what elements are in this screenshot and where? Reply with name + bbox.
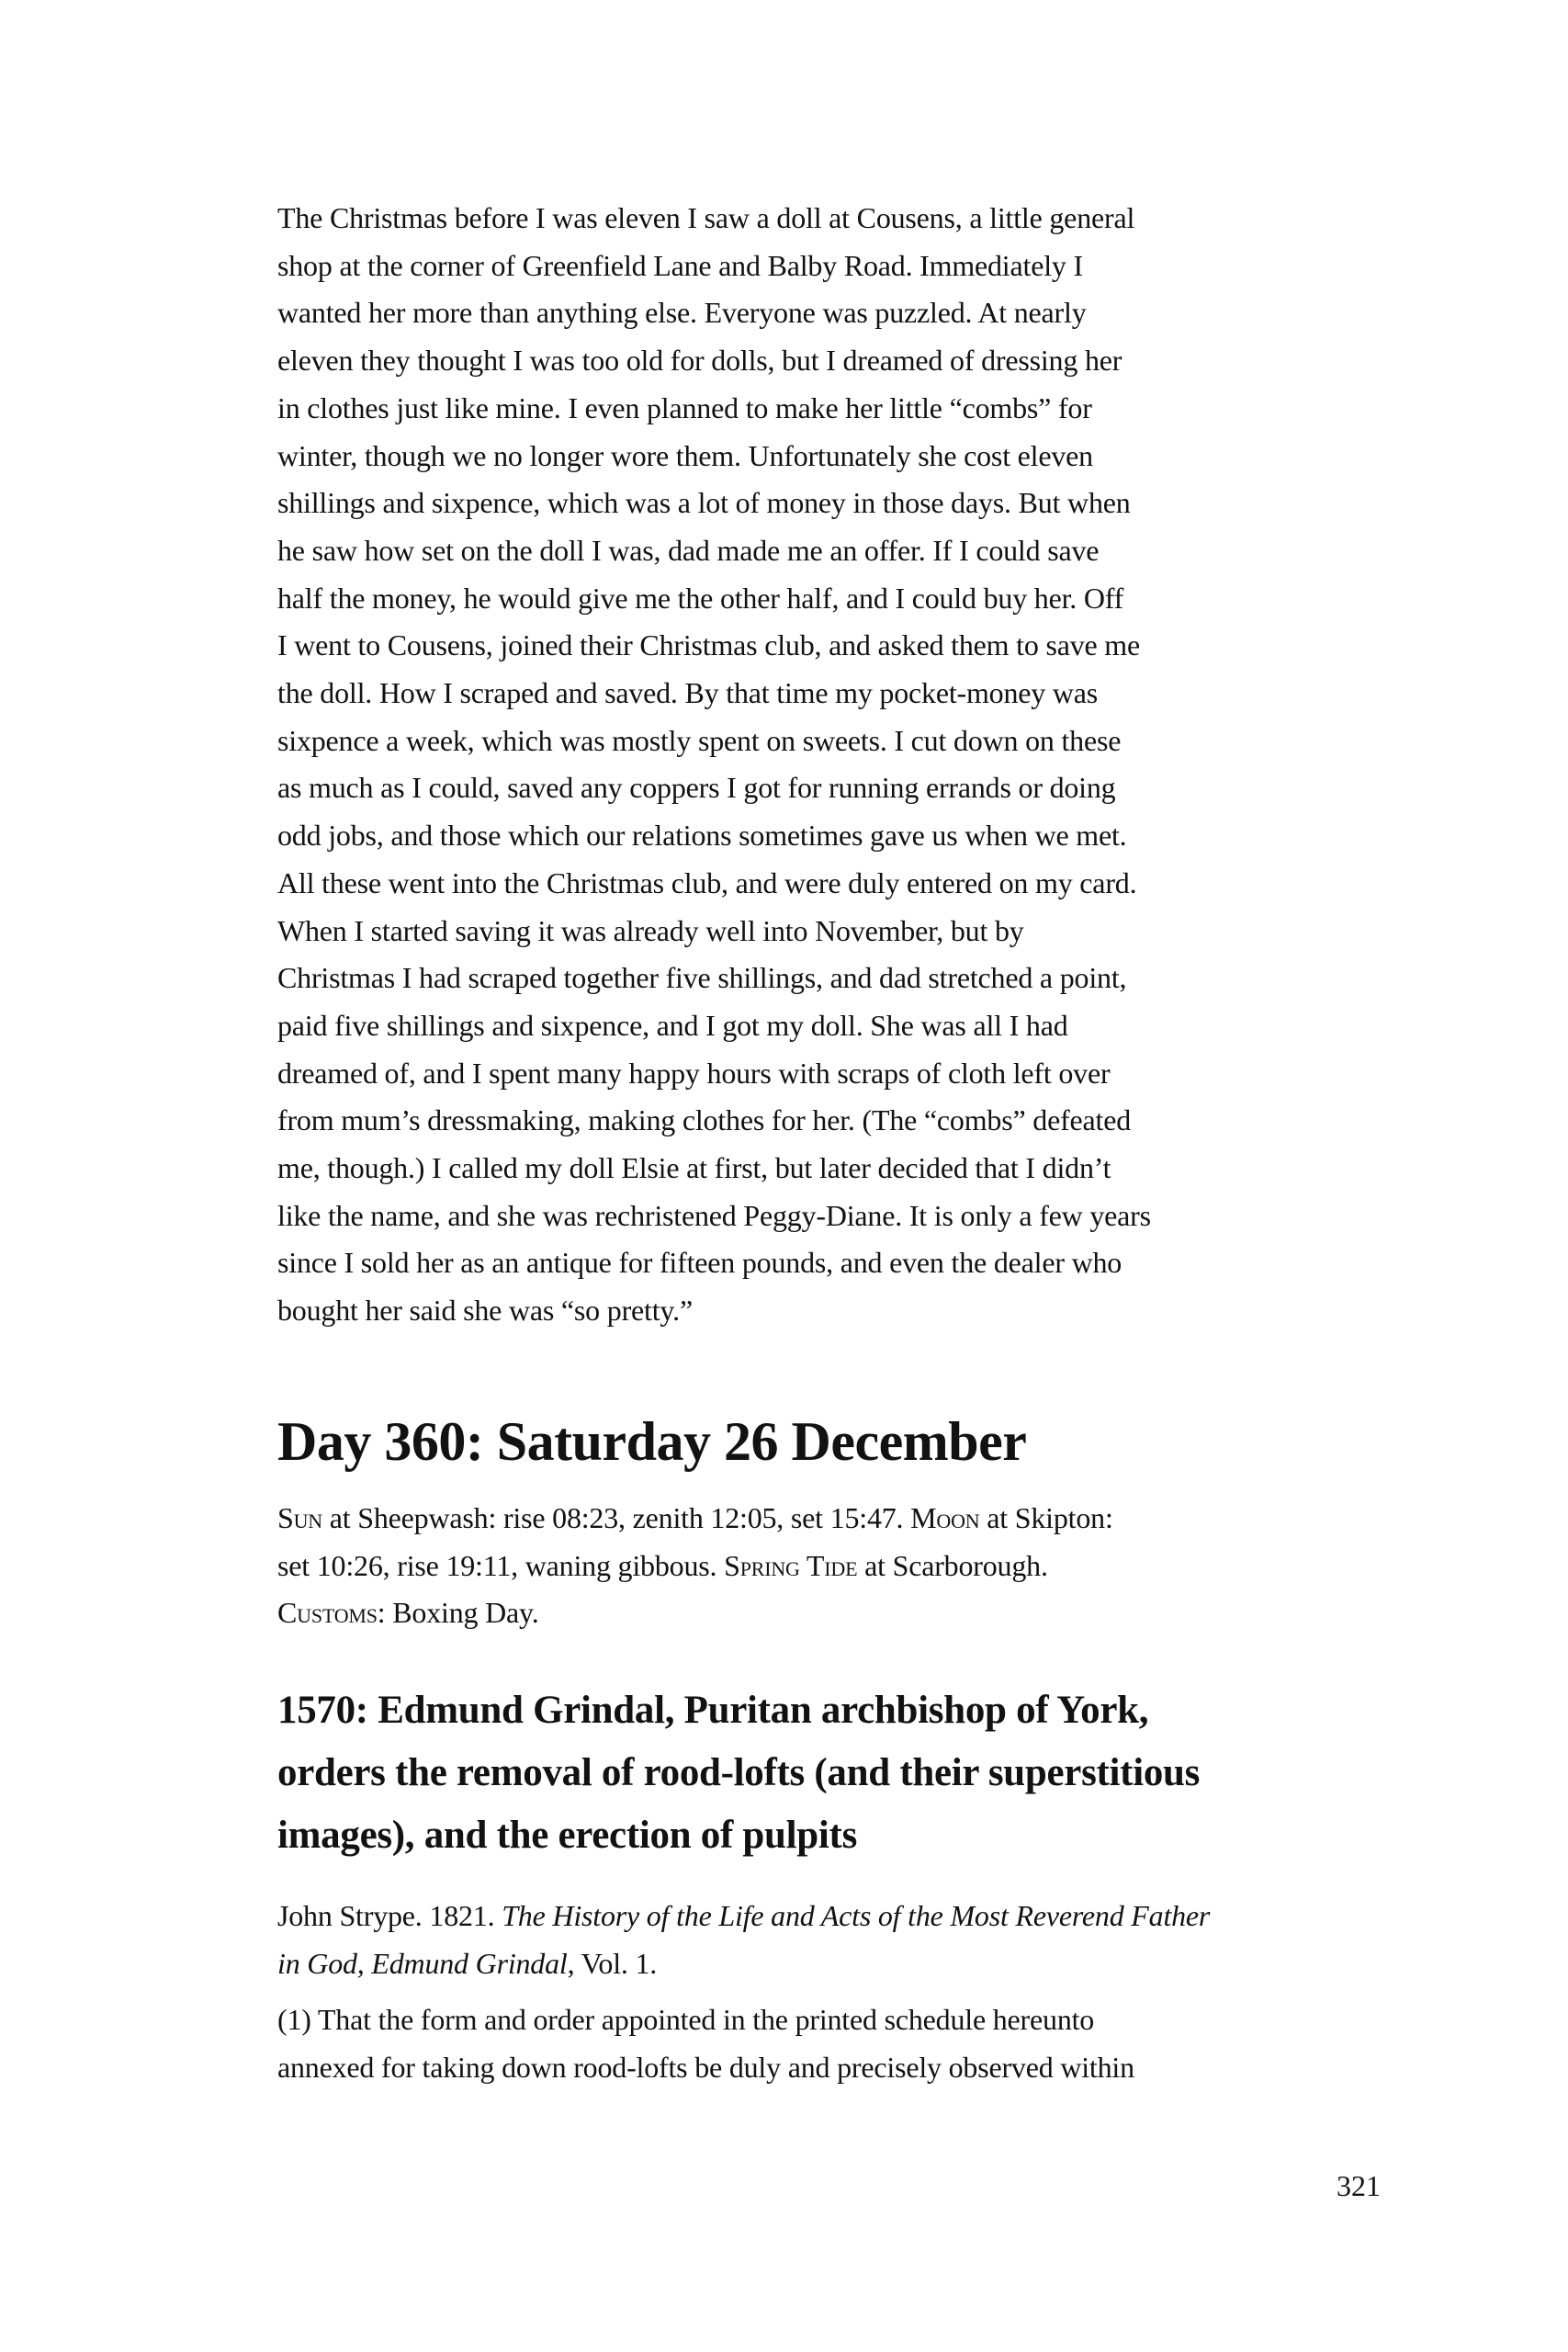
sun-label: Sun xyxy=(277,1500,322,1534)
customs-label: Customs xyxy=(277,1596,378,1630)
page-number: 321 xyxy=(1337,2169,1381,2202)
text-line: as much as I could, saved any coppers I got for running errands or doing xyxy=(277,771,1116,805)
entry-body-paragraph xyxy=(277,1996,1382,2091)
citation-volume: , Vol. 1. xyxy=(567,1946,658,1980)
customs-data: : Boxing Day. xyxy=(377,1596,539,1630)
almanac-block xyxy=(277,1495,1382,1637)
text-line: winter, though we no longer wore them. Unfortunately she cost eleven xyxy=(277,438,1093,472)
citation-line-1 xyxy=(277,1893,1382,1940)
text-line: shop at the corner of Greenfield Lane and Balby Road. Immediately I xyxy=(277,248,1083,282)
citation-title-part-2: in God, Edmund Grindal xyxy=(277,1946,568,1980)
text-line: All these went into the Christmas club, and were duly entered on my card. xyxy=(277,865,1137,899)
text-line: (1) That the form and order appointed in the printed schedule hereunto xyxy=(277,2003,1095,2037)
text-line: Christmas I had scraped together five shillings, and dad stretched a point, xyxy=(277,961,1127,995)
text-line: half the money, he would give me the other half, and I could buy her. Off xyxy=(277,581,1124,615)
almanac-line-1 xyxy=(277,1495,1382,1543)
text-line: in clothes just like mine. I even planned to make her little “combs” for xyxy=(277,390,1092,424)
day-heading: Day 360: Saturday 26 December xyxy=(277,1410,1027,1472)
text-line: since I sold her as an antique for fifteen pounds, and even the dealer who xyxy=(277,1246,1122,1280)
text-line: orders the removal of rood-lofts (and their superstitious xyxy=(277,1750,1201,1794)
text-line: he saw how set on the doll I was, dad made me an offer. If I could save xyxy=(277,533,1100,567)
text-line: from mum’s dressmaking, making clothes for her. (The “combs” defeated xyxy=(277,1103,1132,1137)
sun-data: at Sheepwash: rise 08:23, zenith 12:05, set 15:47. xyxy=(321,1500,911,1534)
moon-data-end: set 10:26, rise 19:11, waning gibbous. xyxy=(277,1548,725,1582)
spring-tide-data: at Scarborough. xyxy=(857,1548,1048,1582)
text-line: 1570: Edmund Grindal, Puritan archbishop of York, xyxy=(277,1688,1149,1732)
text-line: the doll. How I scraped and saved. By that time my pocket-money was xyxy=(277,676,1099,710)
text-line: The Christmas before I was eleven I saw a doll at Cousens, a little general xyxy=(277,201,1135,234)
moon-data-start: at Skipton: xyxy=(979,1500,1113,1534)
text-line: When I started saving it was already well into November, but by xyxy=(277,913,1024,947)
text-column xyxy=(277,195,1382,2092)
text-line: images), and the erection of pulpits xyxy=(277,1813,858,1857)
citation-block xyxy=(277,1893,1382,1987)
text-line: I went to Cousens, joined their Christmas club, and asked them to save me xyxy=(277,628,1140,662)
text-line: wanted her more than anything else. Everyone was puzzled. At nearly xyxy=(277,296,1087,330)
text-line: eleven they thought I was too old for dolls, but I dreamed of dressing her xyxy=(277,344,1122,378)
citation-author: John Strype. 1821. xyxy=(277,1898,502,1932)
text-line: like the name, and she was rechristened Peggy-Diane. It is only a few years xyxy=(277,1198,1151,1232)
almanac-line-2 xyxy=(277,1543,1382,1590)
entry-heading xyxy=(277,1679,1382,1867)
citation-title-part-1: The History of the Life and Acts of the Most Reverend Father xyxy=(502,1898,1211,1932)
almanac-line-3 xyxy=(277,1589,1382,1637)
spring-tide-label: Spring Tide xyxy=(724,1548,858,1582)
text-line: sixpence a week, which was mostly spent on sweets. I cut down on these xyxy=(277,723,1122,757)
text-line: bought her said she was “so pretty.” xyxy=(277,1294,693,1328)
moon-label: Moon xyxy=(910,1500,980,1534)
citation-line-2 xyxy=(277,1940,1382,1988)
text-line: paid five shillings and sixpence, and I got my doll. She was all I had xyxy=(277,1008,1068,1042)
memoir-paragraph xyxy=(277,195,1382,1335)
text-line: dreamed of, and I spent many happy hours with scraps of cloth left over xyxy=(277,1056,1111,1090)
text-line: odd jobs, and those which our relations sometimes gave us when we met. xyxy=(277,819,1127,853)
text-line: shillings and sixpence, which was a lot of money in those days. But when xyxy=(277,486,1131,520)
text-line: annexed for taking down rood-lofts be duly and precisely observed within xyxy=(277,2051,1134,2085)
text-line: me, though.) I called my doll Elsie at first, but later decided that I didn’t xyxy=(277,1151,1111,1185)
